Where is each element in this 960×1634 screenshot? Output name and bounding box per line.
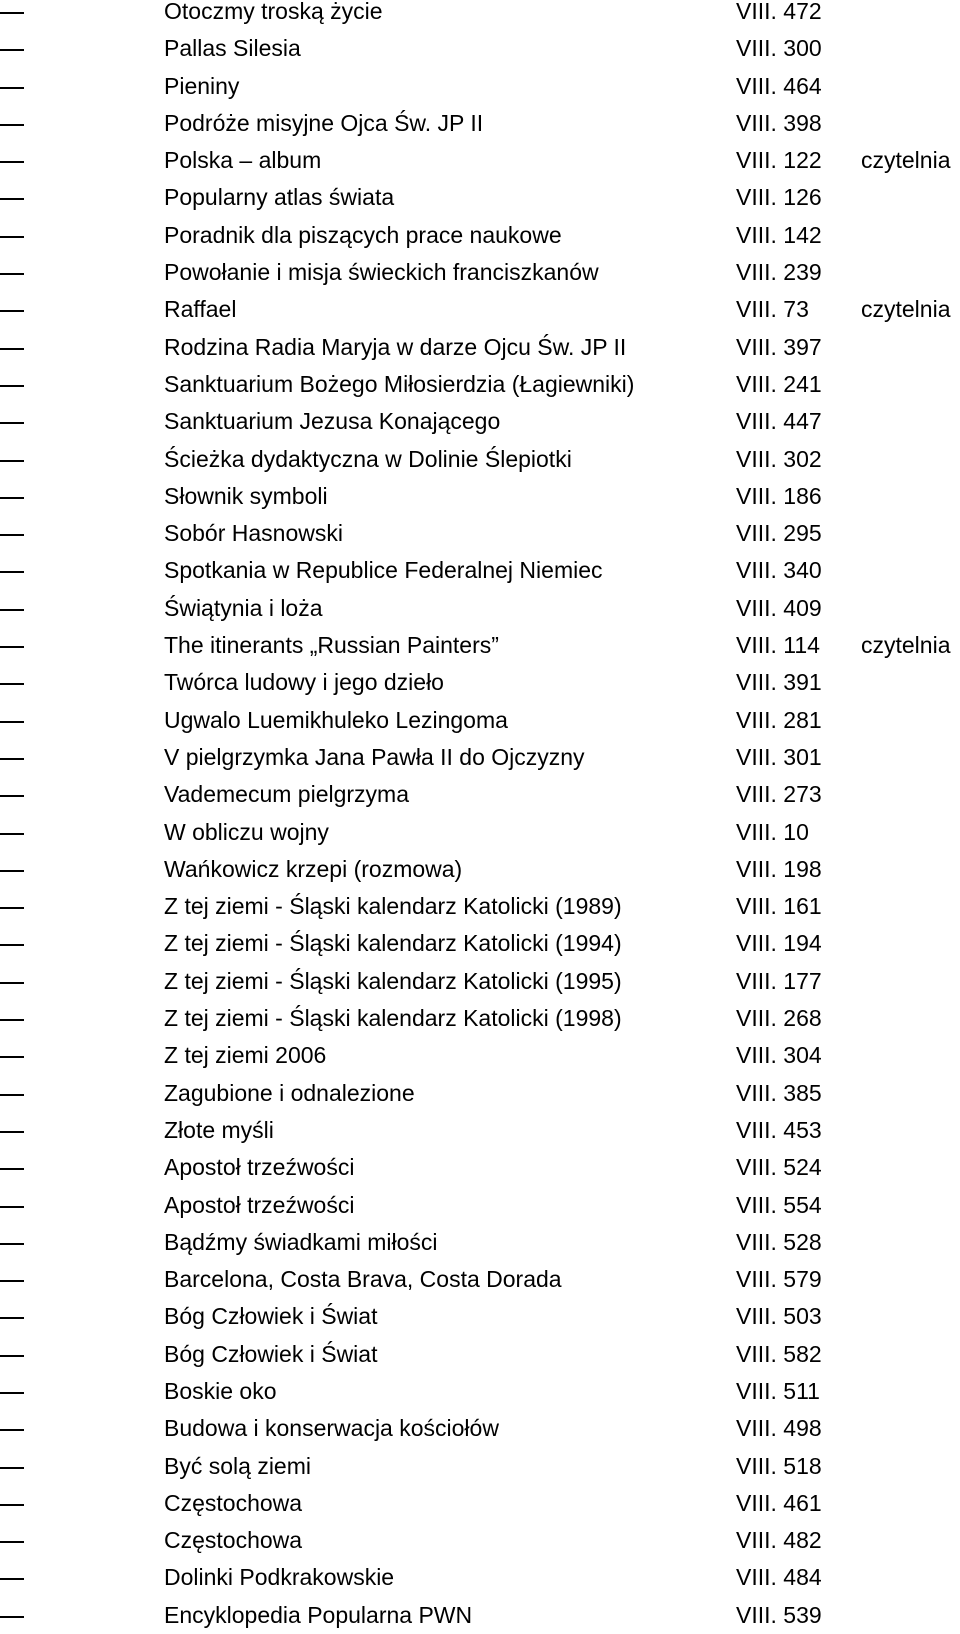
dash-bullet-icon (0, 1280, 24, 1282)
entry-title: Sanktuarium Bożego Miłosierdzia (Łagiewniki) (164, 370, 635, 397)
entry-signature: VIII. 554 (736, 1191, 822, 1218)
dash-bullet-icon (0, 1504, 24, 1506)
entry-signature: VIII. 304 (736, 1042, 822, 1069)
entry-title: Z tej ziemi - Śląski kalendarz Katolicki (1994) (164, 930, 622, 957)
entry-signature: VIII. 511 (736, 1377, 820, 1404)
entry-title: Spotkania w Republice Federalnej Niemiec (164, 557, 603, 584)
entry-signature: VIII. 524 (736, 1154, 822, 1181)
list-item (0, 963, 960, 1000)
entry-signature: VIII. 472 (736, 0, 822, 24)
dash-bullet-icon (0, 1429, 24, 1431)
entry-signature: VIII. 114 (736, 632, 820, 659)
list-item (0, 1559, 960, 1596)
entry-signature: VIII. 268 (736, 1005, 822, 1032)
entry-title: Świątynia i loża (164, 594, 323, 621)
entry-signature: VIII. 273 (736, 781, 822, 808)
entry-title: Złote myśli (164, 1116, 274, 1143)
entry-title: Słownik symboli (164, 482, 328, 509)
list-item (0, 515, 960, 552)
entry-title: Bóg Człowiek i Świat (164, 1303, 378, 1330)
list-item (0, 1448, 960, 1485)
list-item (0, 478, 960, 515)
dash-bullet-icon (0, 982, 24, 984)
entry-title: Dolinki Podkrakowskie (164, 1564, 395, 1591)
list-item (0, 925, 960, 962)
dash-bullet-icon (0, 1206, 24, 1208)
entry-title: Częstochowa (164, 1489, 303, 1516)
entry-signature: VIII. 518 (736, 1452, 822, 1479)
entry-title: Polska – album (164, 147, 322, 174)
dash-bullet-icon (0, 609, 24, 611)
list-item (0, 329, 960, 366)
dash-bullet-icon (0, 460, 24, 462)
list-item (0, 664, 960, 701)
entry-signature: VIII. 503 (736, 1303, 822, 1330)
list-item (0, 0, 960, 30)
list-item (0, 30, 960, 67)
dash-bullet-icon (0, 534, 24, 536)
list-item (0, 1336, 960, 1373)
dash-bullet-icon (0, 348, 24, 350)
entry-title: Boskie oko (164, 1377, 277, 1404)
entry-title: Raffael (164, 296, 237, 323)
entry-signature: VIII. 464 (736, 72, 822, 99)
entry-signature: VIII. 484 (736, 1564, 822, 1591)
dash-bullet-icon (0, 198, 24, 200)
dash-bullet-icon (0, 1094, 24, 1096)
dash-bullet-icon (0, 310, 24, 312)
entry-title: Ugwalo Luemikhuleko Lezingoma (164, 706, 508, 733)
dash-bullet-icon (0, 1243, 24, 1245)
dash-bullet-icon (0, 1131, 24, 1133)
list-item (0, 1298, 960, 1335)
list-item (0, 254, 960, 291)
list-item (0, 441, 960, 478)
entry-title: Bądźmy świadkami miłości (164, 1228, 438, 1255)
list-item (0, 403, 960, 440)
entry-signature: VIII. 385 (736, 1079, 822, 1106)
list-item (0, 142, 960, 179)
entry-signature: VIII. 582 (736, 1340, 822, 1367)
list-item (0, 776, 960, 813)
entry-signature: VIII. 409 (736, 594, 822, 621)
list-item (0, 1261, 960, 1298)
dash-bullet-icon (0, 422, 24, 424)
entry-title: Rodzina Radia Maryja w darze Ojcu Św. JP II (164, 333, 627, 360)
entry-title: Vademecum pielgrzyma (164, 781, 410, 808)
list-item (0, 627, 960, 664)
dash-bullet-icon (0, 49, 24, 51)
list-item (0, 179, 960, 216)
entry-signature: VIII. 301 (736, 743, 822, 770)
entry-title: Sanktuarium Jezusa Konającego (164, 408, 501, 435)
entry-signature: VIII. 528 (736, 1228, 822, 1255)
entry-title: Popularny atlas świata (164, 184, 395, 211)
entry-title: Encyklopedia Popularna PWN (164, 1601, 473, 1628)
entry-title: Bóg Człowiek i Świat (164, 1340, 378, 1367)
dash-bullet-icon (0, 1355, 24, 1357)
dash-bullet-icon (0, 1616, 24, 1618)
dash-bullet-icon (0, 1541, 24, 1543)
list-item (0, 1522, 960, 1559)
dash-bullet-icon (0, 1056, 24, 1058)
list-item (0, 217, 960, 254)
entry-signature: VIII. 126 (736, 184, 822, 211)
entry-signature: VIII. 340 (736, 557, 822, 584)
entry-title: Budowa i konserwacja kościołów (164, 1415, 499, 1442)
entry-signature: VIII. 498 (736, 1415, 822, 1442)
entry-signature: VIII. 73 (736, 296, 809, 323)
list-item (0, 1037, 960, 1074)
entry-signature: VIII. 122 (736, 147, 822, 174)
dash-bullet-icon (0, 833, 24, 835)
dash-bullet-icon (0, 385, 24, 387)
dash-bullet-icon (0, 646, 24, 648)
list-item (0, 1187, 960, 1224)
entry-location: czytelnia (861, 296, 951, 323)
entry-location: czytelnia (861, 632, 951, 659)
entry-title: Zagubione i odnalezione (164, 1079, 415, 1106)
list-item (0, 1597, 960, 1634)
entry-title: Barcelona, Costa Brava, Costa Dorada (164, 1266, 562, 1293)
entry-title: Z tej ziemi - Śląski kalendarz Katolicki (1998) (164, 1005, 622, 1032)
list-item (0, 291, 960, 328)
entry-title: Otoczmy troską życie (164, 0, 383, 24)
entry-title: Twórca ludowy i jego dzieło (164, 669, 444, 696)
dash-bullet-icon (0, 497, 24, 499)
dash-bullet-icon (0, 907, 24, 909)
dash-bullet-icon (0, 721, 24, 723)
dash-bullet-icon (0, 236, 24, 238)
entry-title: Częstochowa (164, 1527, 303, 1554)
list-item (0, 1075, 960, 1112)
dash-bullet-icon (0, 273, 24, 275)
dash-bullet-icon (0, 571, 24, 573)
list-item (0, 1149, 960, 1186)
list-item (0, 590, 960, 627)
list-item (0, 1000, 960, 1037)
entry-title: Apostoł trzeźwości (164, 1191, 355, 1218)
dash-bullet-icon (0, 683, 24, 685)
entry-title: Pallas Silesia (164, 35, 301, 62)
entry-signature: VIII. 461 (736, 1489, 822, 1516)
entry-signature: VIII. 186 (736, 482, 822, 509)
list-item (0, 851, 960, 888)
entry-signature: VIII. 391 (736, 669, 822, 696)
dash-bullet-icon (0, 758, 24, 760)
entry-location: czytelnia (861, 147, 951, 174)
dash-bullet-icon (0, 1317, 24, 1319)
entry-signature: VIII. 539 (736, 1601, 822, 1628)
entry-signature: VIII. 482 (736, 1527, 822, 1554)
dash-bullet-icon (0, 944, 24, 946)
list-item (0, 1485, 960, 1522)
list-item (0, 1410, 960, 1447)
entry-title: V pielgrzymka Jana Pawła II do Ojczyzny (164, 743, 585, 770)
dash-bullet-icon (0, 1168, 24, 1170)
entry-title: Z tej ziemi - Śląski kalendarz Katolicki (1989) (164, 893, 622, 920)
entry-title: Powołanie i misja świeckich franciszkanów (164, 259, 599, 286)
list-item (0, 552, 960, 589)
list-item (0, 739, 960, 776)
entry-signature: VIII. 281 (736, 706, 822, 733)
entry-title: Pieniny (164, 72, 240, 99)
entry-signature: VIII. 241 (736, 370, 822, 397)
dash-bullet-icon (0, 1392, 24, 1394)
dash-bullet-icon (0, 870, 24, 872)
list-item (0, 888, 960, 925)
entry-signature: VIII. 300 (736, 35, 822, 62)
entry-signature: VIII. 398 (736, 109, 822, 136)
entry-signature: VIII. 447 (736, 408, 822, 435)
dash-bullet-icon (0, 87, 24, 89)
entry-title: W obliczu wojny (164, 818, 329, 845)
entry-signature: VIII. 397 (736, 333, 822, 360)
list-item (0, 1112, 960, 1149)
list-item (0, 68, 960, 105)
entry-title: Sobór Hasnowski (164, 520, 343, 547)
dash-bullet-icon (0, 161, 24, 163)
entry-signature: VIII. 239 (736, 259, 822, 286)
list-item (0, 1373, 960, 1410)
entry-title: Podróże misyjne Ojca Św. JP II (164, 109, 484, 136)
list-item (0, 105, 960, 142)
entry-signature: VIII. 453 (736, 1116, 822, 1143)
entry-signature: VIII. 194 (736, 930, 822, 957)
entry-title: Ścieżka dydaktyczna w Dolinie Ślepiotki (164, 445, 572, 472)
entry-title: Apostoł trzeźwości (164, 1154, 355, 1181)
entry-signature: VIII. 10 (736, 818, 809, 845)
entry-signature: VIII. 302 (736, 445, 822, 472)
entry-signature: VIII. 142 (736, 221, 822, 248)
list-item (0, 702, 960, 739)
dash-bullet-icon (0, 1467, 24, 1469)
entry-title: Z tej ziemi 2006 (164, 1042, 327, 1069)
entry-title: Wańkowicz krzepi (rozmowa) (164, 855, 463, 882)
dash-bullet-icon (0, 1578, 24, 1580)
entry-title: The itinerants „Russian Painters” (164, 632, 499, 659)
list-item (0, 366, 960, 403)
entry-title: Z tej ziemi - Śląski kalendarz Katolicki (1995) (164, 967, 622, 994)
dash-bullet-icon (0, 1019, 24, 1021)
entry-title: Być solą ziemi (164, 1452, 311, 1479)
dash-bullet-icon (0, 795, 24, 797)
dash-bullet-icon (0, 124, 24, 126)
list-item (0, 814, 960, 851)
entry-signature: VIII. 198 (736, 855, 822, 882)
entry-signature: VIII. 177 (736, 967, 822, 994)
entry-signature: VIII. 579 (736, 1266, 822, 1293)
entry-signature: VIII. 161 (736, 893, 822, 920)
entry-signature: VIII. 295 (736, 520, 822, 547)
list-item (0, 1224, 960, 1261)
dash-bullet-icon (0, 12, 24, 14)
entry-title: Poradnik dla piszących prace naukowe (164, 221, 562, 248)
